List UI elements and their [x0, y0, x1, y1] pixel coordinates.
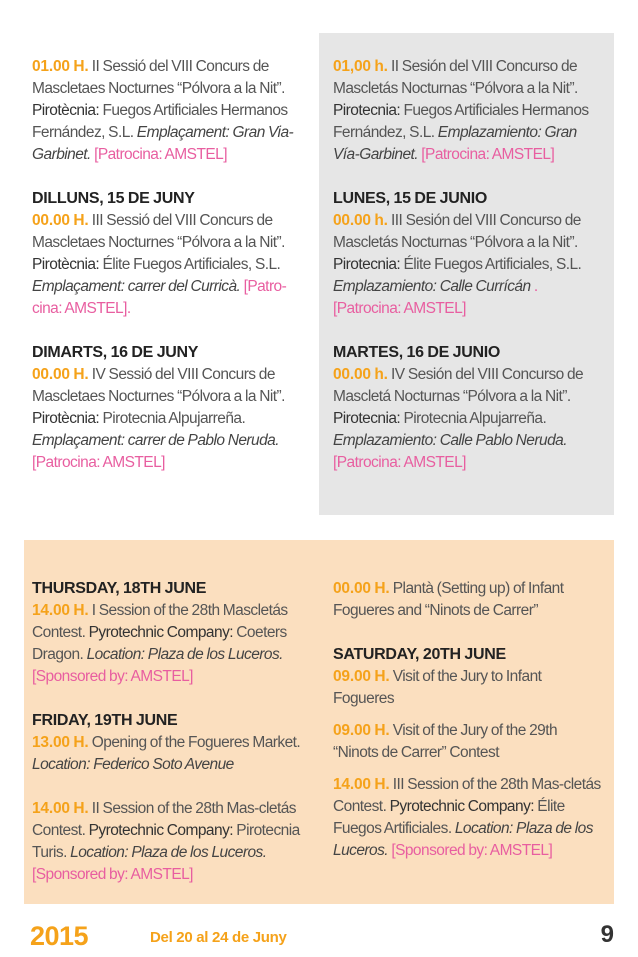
day-heading: DILLUNS, 15 DE JUNY	[32, 190, 195, 207]
event-text: Coeters Dragon.	[32, 624, 287, 663]
event-time: 00.00 h.	[333, 212, 388, 229]
event-text: III Sessió del VIII Concurs de Mascletaes Nocturnes “Pólvora a la Nit”.	[32, 212, 285, 251]
event-text: III Sesión del VIII Concurso de Mascletás Nocturnas “Pólvora a la Nit”.	[333, 212, 581, 251]
event-entry	[32, 188, 308, 320]
event-role: Pyrotechnic Company:	[88, 624, 234, 641]
day-heading: SATURDAY, 20TH JUNE	[333, 646, 506, 663]
spanish-column	[333, 56, 603, 474]
event-text: III Session of the 28th Mas-cletás Contest.	[333, 776, 601, 815]
event-location: Emplaçament: carrer del Curricà.	[32, 278, 241, 295]
event-time: 14.00 H.	[32, 800, 89, 817]
page-number: 9	[600, 921, 614, 948]
event-text: Élite Fuegos Artificiales, S.L.	[99, 256, 281, 273]
event-entry	[333, 774, 603, 862]
event-time: 14.00 H.	[32, 602, 89, 619]
event-time: 14.00 H.	[333, 776, 390, 793]
event-sponsor: [Sponsored by: AMSTEL]	[388, 842, 553, 859]
event-text: Plantà (Setting up) of Infant Fogueres and “Ninots de Carrer”	[333, 580, 564, 619]
event-sponsor: [Patro-cina: AMSTEL].	[32, 278, 287, 317]
event-entry	[32, 56, 308, 166]
event-entry	[333, 188, 603, 320]
event-text: Pirotecnia Turis.	[32, 822, 300, 861]
event-time: 13.00 H.	[32, 734, 89, 751]
event-sponsor: [Patrocina: AMSTEL]	[90, 146, 227, 163]
footer-year: 2015	[30, 921, 89, 951]
event-time: 01.00 H.	[32, 58, 89, 75]
event-location: Location: Plaza de los Luceros.	[86, 646, 283, 663]
event-text: Élite Fuegos Artificiales, S.L.	[400, 256, 582, 273]
english-column-right	[333, 578, 603, 862]
event-text: Visit of the Jury of the 29th “Ninots de Carrer” Contest	[333, 722, 558, 761]
event-entry	[32, 798, 308, 886]
event-entry	[32, 342, 308, 474]
event-text: IV Sesión del VIII Concurso de Mascletá Nocturnas “Pólvora a la Nit”.	[333, 366, 584, 405]
event-entry	[32, 710, 308, 776]
event-time: 00.00 h.	[333, 366, 388, 383]
event-role: Pyrotechnic Company:	[88, 822, 234, 839]
event-entry	[333, 56, 603, 166]
day-heading: FRIDAY, 19TH JUNE	[32, 712, 178, 729]
event-entry	[333, 342, 603, 474]
english-column-left	[32, 578, 308, 886]
event-text: Élite Fuegos Artificiales.	[333, 798, 565, 837]
day-heading: DIMARTS, 16 DE JUNY	[32, 344, 199, 361]
event-location: Emplaçament: carrer de Pablo Neruda.	[32, 432, 279, 449]
event-role: Pirotecnia:	[333, 102, 401, 119]
event-text: Fuegos Artificiales Hermanos Fernández, S.L.	[32, 102, 288, 141]
event-entry	[333, 578, 603, 622]
event-role: Pirotecnia:	[333, 256, 401, 273]
event-location: Location: Plaza de los Luceros.	[333, 820, 593, 859]
event-entry	[333, 720, 603, 764]
day-heading: LUNES, 15 DE JUNIO	[333, 190, 488, 207]
event-text: IV Sessió del VIII Concurs de Mascletaes Nocturnes “Pólvora a la Nit”.	[32, 366, 285, 405]
event-location: Emplazamiento: Calle Currícán	[333, 278, 531, 295]
event-role: Pyrotechnic Company:	[389, 798, 535, 815]
event-time: 00.00 H.	[32, 366, 89, 383]
event-text: Pirotecnia Alpujarreña.	[99, 410, 246, 427]
event-entry	[333, 644, 603, 710]
event-sponsor: [Sponsored by: AMSTEL]	[32, 866, 193, 883]
event-role: Pirotècnia:	[32, 256, 100, 273]
event-location: Emplazamiento: Gran Vía-Garbinet.	[333, 124, 577, 163]
event-role: Pirotecnia:	[333, 410, 401, 427]
event-time: 01,00 h.	[333, 58, 388, 75]
event-text: Fuegos Artificiales Hermanos Fernández, S.L.	[333, 102, 589, 141]
day-heading: MARTES, 16 DE JUNIO	[333, 344, 501, 361]
event-location: Emplaçament: Gran Via-Garbinet.	[32, 124, 294, 163]
event-text: I Session of the 28th Mascletás Contest.	[32, 602, 288, 641]
event-time: 00.00 H.	[32, 212, 89, 229]
event-text: II Sessió del VIII Concurs de Mascletaes Nocturnes “Pólvora a la Nit”.	[32, 58, 285, 97]
footer-dates: Del 20 al 24 de Juny	[150, 929, 287, 946]
event-role: Pirotècnia:	[32, 410, 100, 427]
day-heading: THURSDAY, 18TH JUNE	[32, 580, 207, 597]
event-text: Pirotecnia Alpujarreña.	[400, 410, 547, 427]
event-location: Emplazamiento: Calle Pablo Neruda.	[333, 432, 567, 449]
valencian-column	[32, 56, 308, 474]
event-sponsor: [Patrocina: AMSTEL]	[333, 454, 466, 471]
event-time: 09.00 H.	[333, 722, 390, 739]
event-location: Location: Federico Soto Avenue	[32, 756, 234, 773]
event-entry	[32, 578, 308, 688]
event-sponsor: [Patrocina: AMSTEL]	[32, 454, 165, 471]
event-text: Opening of the Fogueres Market.	[88, 734, 301, 751]
page-footer	[0, 905, 638, 957]
event-text: Visit of the Jury to Infant Fogueres	[333, 668, 542, 707]
event-sponsor: [Sponsored by: AMSTEL]	[32, 668, 193, 685]
event-text: II Sesión del VIII Concurso de Mascletás Nocturnas “Pólvora a la Nit”.	[333, 58, 578, 97]
event-time: 00.00 H.	[333, 580, 390, 597]
event-text: II Session of the 28th Mas-cletás Contest.	[32, 800, 296, 839]
event-role: Pirotècnia:	[32, 102, 100, 119]
event-location: Location: Plaza de los Luceros.	[70, 844, 267, 861]
event-sponsor: . [Patrocina: AMSTEL]	[333, 278, 538, 317]
event-time: 09.00 H.	[333, 668, 390, 685]
event-sponsor: [Patrocina: AMSTEL]	[418, 146, 555, 163]
